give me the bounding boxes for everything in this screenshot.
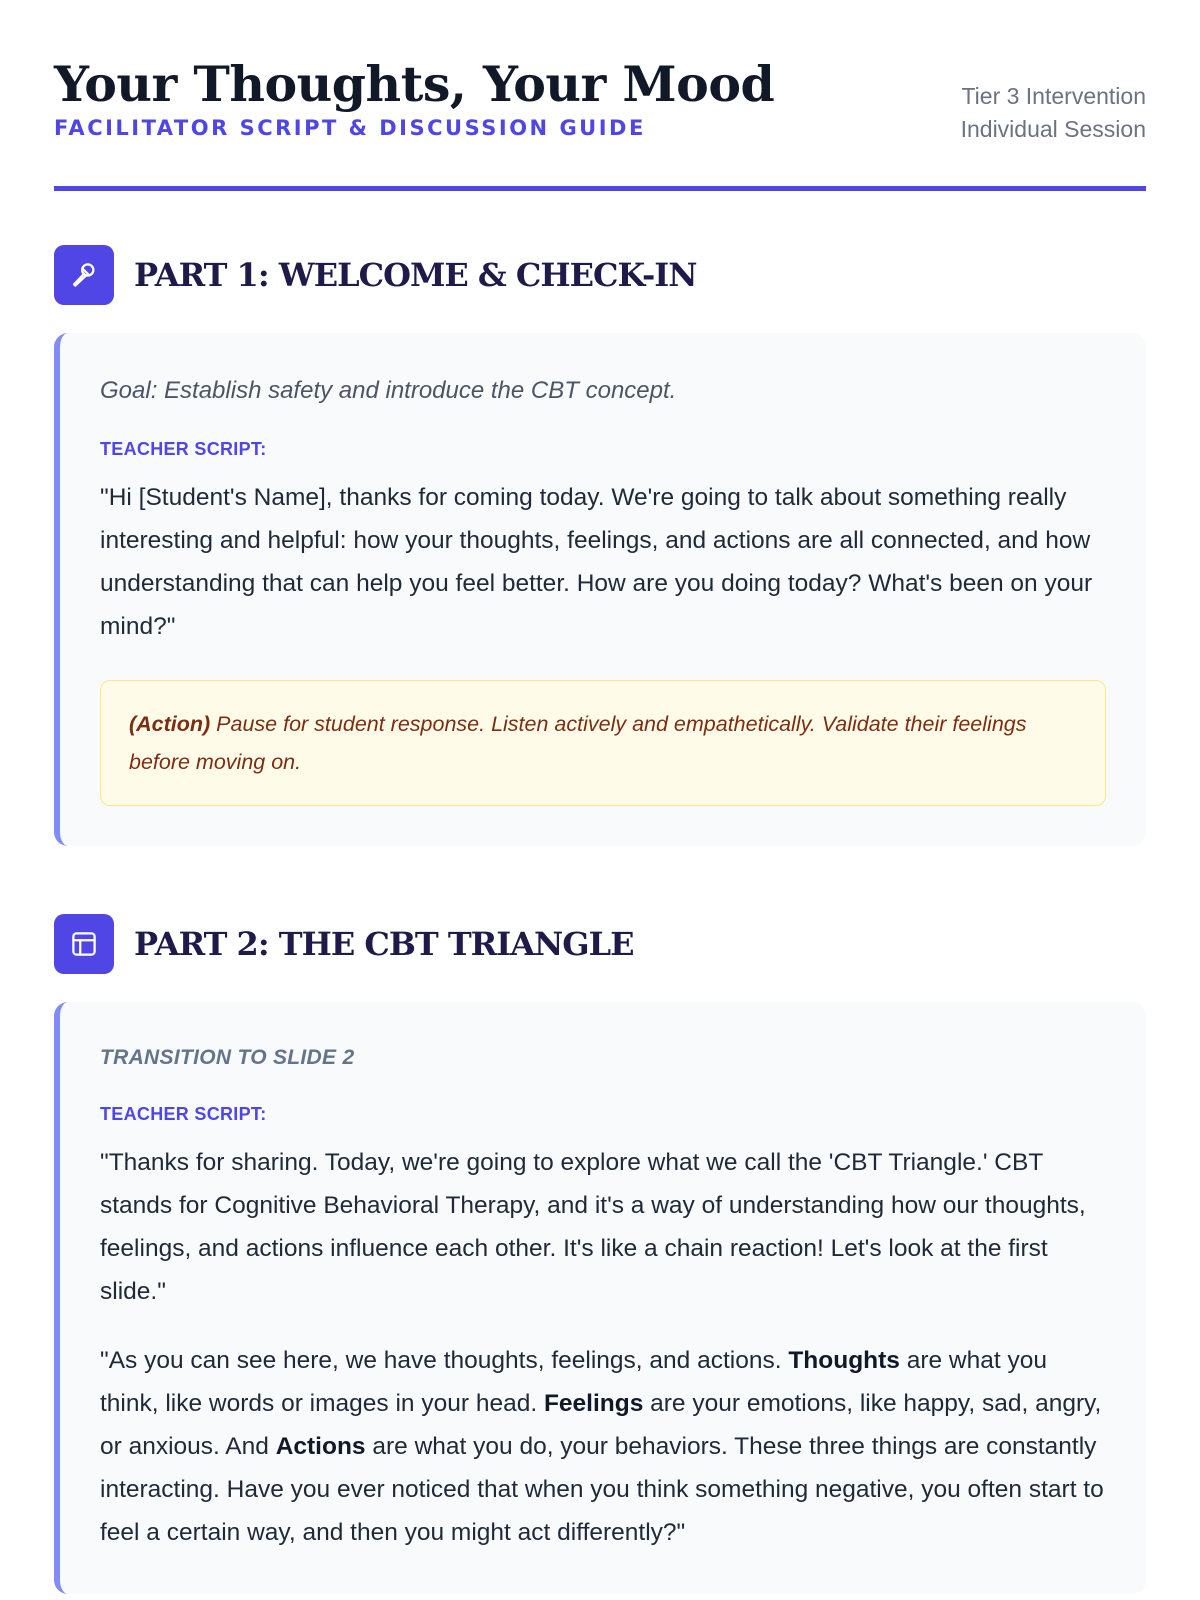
section-title: PART 1: WELCOME & CHECK-IN	[134, 256, 697, 294]
page-title: Your Thoughts, Your Mood	[54, 55, 775, 113]
session-meta	[961, 56, 1146, 146]
script-fragment: are what you think, like words or images in your head.	[100, 1347, 1047, 1417]
script-fragment: are what you do, your behaviors. These three things are constantly interacting. Have you ever noticed that when you think something negative, you often start to feel a certain way, and then you might act differently?"	[100, 1433, 1104, 1546]
section-part-2	[54, 914, 1146, 1594]
script-card	[54, 1002, 1146, 1594]
script-label: TEACHER SCRIPT:	[100, 1104, 267, 1124]
page-subtitle: FACILITATOR SCRIPT & DISCUSSION GUIDE	[54, 116, 646, 140]
session-type-label: Individual Session	[960, 116, 1146, 142]
transition-label: TRANSITION TO SLIDE 2	[100, 1046, 355, 1069]
layout-icon	[54, 914, 114, 974]
microphone-icon	[54, 245, 114, 305]
script-text-continued	[100, 1339, 1106, 1554]
title-block	[54, 56, 774, 140]
tier-label: Tier 3 Intervention	[961, 83, 1146, 109]
script-label: TEACHER SCRIPT:	[100, 439, 267, 459]
term-thoughts: Thoughts	[788, 1347, 900, 1374]
script-fragment: are your emotions, like happy, sad, angry, or anxious. And	[100, 1390, 1102, 1460]
goal-text: Goal: Establish safety and introduce the CBT concept.	[100, 377, 677, 404]
section-heading	[54, 914, 1146, 974]
term-actions: Actions	[275, 1433, 366, 1460]
section-heading	[54, 245, 1146, 305]
script-card	[54, 333, 1146, 846]
section-part-1	[54, 245, 1146, 846]
action-text: Pause for student response. Listen actively and empathetically. Validate their feelings before moving on.	[129, 712, 1027, 774]
section-title: PART 2: THE CBT TRIANGLE	[134, 925, 634, 963]
action-note	[100, 680, 1106, 806]
action-label: (Action)	[129, 712, 211, 736]
script-text: "Thanks for sharing. Today, we're going to explore what we call the 'CBT Triangle.' CBT stands for Cognitive Behavioral Therapy, and it's a way of understanding how our thoughts, feelings, and actions influence each other. It's like a chain reaction! Let's look at the first slide."	[100, 1149, 1086, 1305]
document-header	[54, 56, 1146, 191]
term-feelings: Feelings	[543, 1390, 644, 1417]
script-fragment: "As you can see here, we have thoughts, feelings, and actions.	[100, 1347, 789, 1374]
script-text: "Hi [Student's Name], thanks for coming today. We're going to talk about something really interesting and helpful: how your thoughts, feelings, and actions are all connected, and how understanding that can help you feel better. How are you doing today? What's been on your mind?"	[100, 484, 1093, 640]
